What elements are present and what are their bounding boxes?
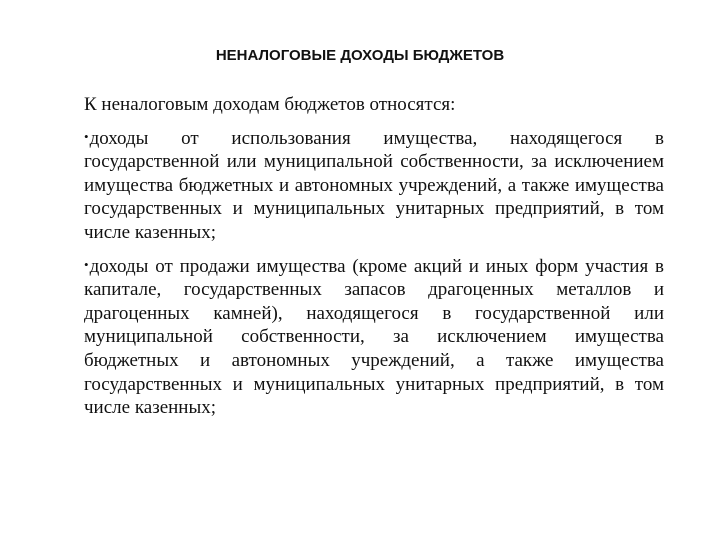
slide-body <box>84 93 664 428</box>
bullet-item-1 <box>84 125 664 245</box>
intro-text: К неналоговым доходам бюджетов относятся: <box>84 94 456 115</box>
bullet-text-1: доходы от использования имущества, находящегося в государственной или муниципальной собственности, за исключением имущества бюджетных и автономных учреждений, а также имущества государственных и муниципальных унитарных предприятий, в том числе казенных; <box>84 127 664 243</box>
bullet-marker-icon: • <box>84 128 89 144</box>
bullet-text-2: доходы от продажи имущества (кроме акций и иных форм участия в капитале, государственных запасов драгоценных металлов и драгоценных камней), находящегося в государственной или муниципальной собственности, за исключением имущества бюджетных и автономных учреждений, а также имущества государственных и муниципальных унитарных предприятий, в том числе казенных; <box>84 255 664 419</box>
slide-title: НЕНАЛОГОВЫЕ ДОХОДЫ БЮДЖЕТОВ <box>215 47 505 64</box>
bullet-item-2 <box>84 253 664 420</box>
bullet-marker-icon: • <box>84 256 89 272</box>
